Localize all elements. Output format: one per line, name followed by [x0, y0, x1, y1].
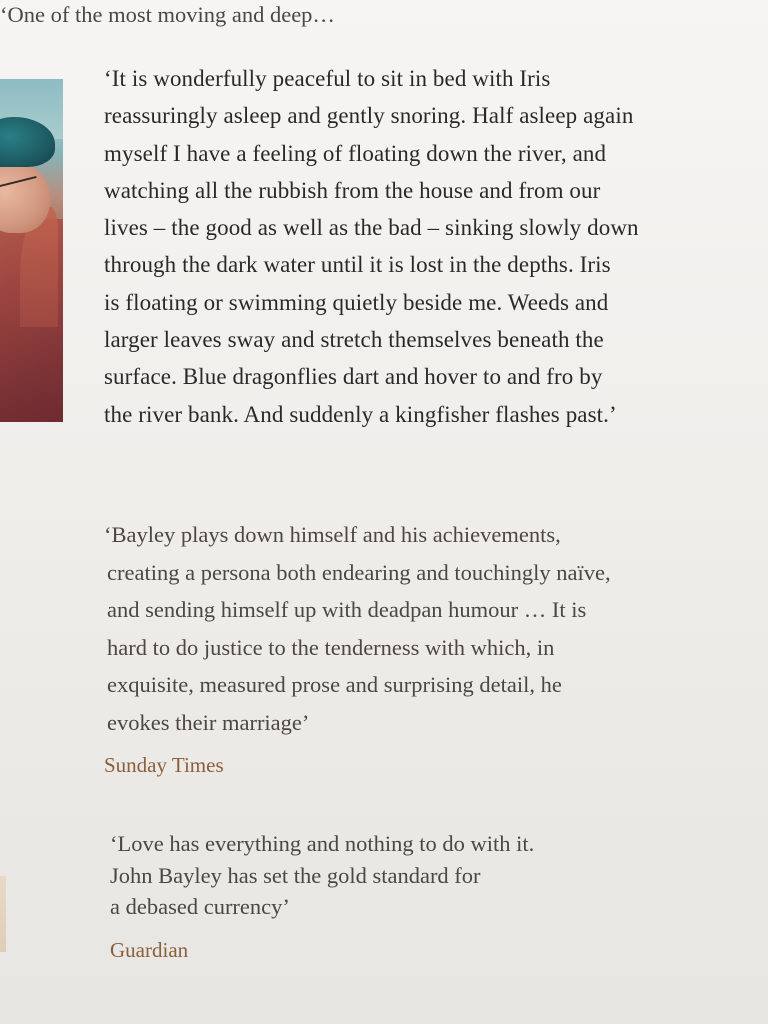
review-line: ‘Bayley plays down himself and his achievements,	[104, 522, 561, 547]
edge-mark	[0, 876, 6, 952]
review-line: hard to do justice to the tenderness with which, in	[107, 634, 555, 660]
review-line: a debased currency’	[110, 894, 290, 919]
review-line: ‘Love has everything and nothing to do with it.	[110, 831, 535, 856]
excerpt-line: watching all the rubbish from the house and from our	[104, 177, 601, 203]
excerpt-line: reassuringly asleep and gently snoring. Half asleep again	[104, 103, 634, 129]
excerpt-line: through the dark water until it is lost in the depths. Iris	[104, 252, 611, 278]
review-line: evokes their marriage’	[107, 709, 310, 735]
author-photo	[0, 79, 63, 422]
photo-face	[0, 163, 50, 233]
review-source: Sunday Times	[104, 753, 224, 777]
review-guardian	[110, 828, 534, 966]
review-source: Guardian	[110, 937, 189, 962]
review-partial	[0, 0, 768, 30]
review-line: and sending himself up with deadpan humour … It is	[107, 597, 587, 622]
excerpt-line: lives – the good as well as the bad – sinking slowly down	[104, 215, 639, 241]
excerpt-line: larger leaves sway and stretch themselves beneath the	[104, 327, 604, 353]
review-line: John Bayley has set the gold standard for	[110, 862, 481, 888]
excerpt-line: myself I have a feeling of floating down the river, and	[104, 140, 607, 166]
review-line: exquisite, measured prose and surprising detail, he	[107, 672, 562, 697]
excerpt-line: is floating or swimming quietly beside me. Weeds and	[104, 289, 609, 315]
review-line: ‘One of the most moving and deep…	[0, 2, 335, 27]
excerpt-line: surface. Blue dragonflies dart and hover to and fro by	[104, 364, 603, 390]
review-line: creating a persona both endearing and touchingly naïve,	[107, 559, 611, 585]
excerpt-line: the river bank. And suddenly a kingfisher flashes past.’	[104, 401, 617, 427]
review-sunday-times	[104, 516, 611, 785]
excerpt-line: ‘It is wonderfully peaceful to sit in bed with Iris	[104, 66, 551, 91]
book-excerpt	[104, 60, 744, 433]
